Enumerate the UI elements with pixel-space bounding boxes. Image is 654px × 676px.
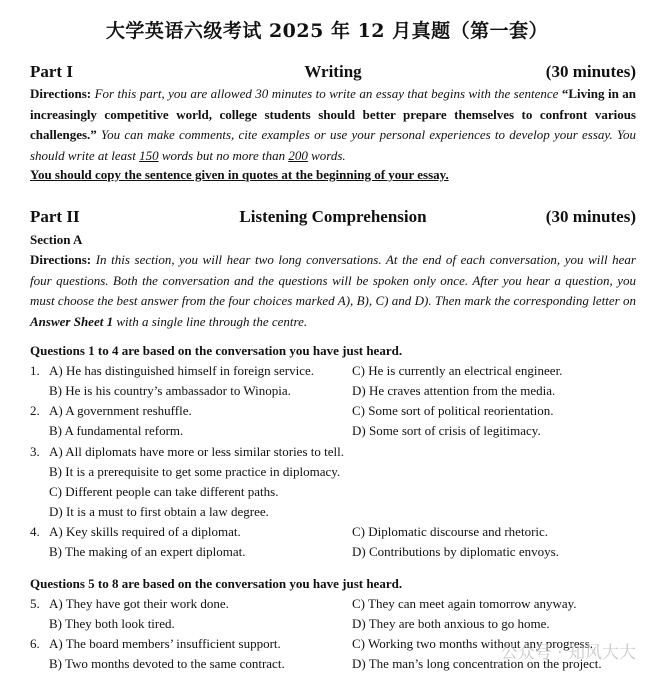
option-d: D) He craves attention from the media. — [352, 383, 556, 398]
min-words: 150 — [139, 147, 159, 163]
option-c: C) They can meet again tomorrow anyway. — [352, 596, 577, 611]
question-number: 3. — [30, 444, 40, 459]
part-time: (30 minutes) — [545, 62, 636, 81]
question-number: 1. — [30, 363, 40, 378]
part-label: Part II — [30, 207, 80, 226]
part-name: Listening Comprehension — [239, 207, 427, 226]
section-label: Section A — [30, 232, 83, 247]
question-number: 5. — [30, 596, 40, 611]
page-title: 大学英语六级考试 2025 年 12 月真题（第一套） — [105, 20, 549, 42]
question-row — [30, 542, 636, 562]
option-c: C) Working two months without any progress. — [352, 636, 594, 651]
question-row — [30, 482, 636, 502]
option-d: D) It is a must to first obtain a law degree. — [49, 504, 269, 519]
answer-sheet: Answer Sheet 1 — [30, 313, 114, 329]
question-row — [30, 522, 636, 542]
option-a: A) The board members’ insufficient support. — [49, 636, 281, 651]
watermark: 公众号 · 知风大大 — [500, 643, 636, 663]
question-row — [30, 462, 636, 482]
option-c: C) Diplomatic discourse and rhetoric. — [352, 524, 549, 539]
question-number: 4. — [30, 524, 40, 539]
option-b: B) He is his country’s ambassador to Winopia. — [49, 383, 291, 398]
max-words: 200 — [288, 147, 308, 163]
part1-note: You should copy the sentence given in quotes at the beginning of your essay. — [30, 167, 449, 182]
essay-prompt: “Living in an increasingly competitive world, college students should better prepare themselves to confront various challenges.” — [30, 86, 636, 142]
option-a: A) A government reshuffle. — [49, 403, 192, 418]
directions-text: words. — [307, 147, 346, 163]
option-a: A) All diplomats have more or less similar stories to tell. — [49, 444, 344, 459]
part-time: (30 minutes) — [545, 207, 636, 226]
directions-text: words but no more than — [158, 147, 289, 163]
option-c: C) Different people can take different paths. — [49, 484, 279, 499]
option-a: A) He has distinguished himself in foreign service. — [49, 363, 314, 378]
question-row — [30, 442, 636, 462]
option-b: B) Two months devoted to the same contract. — [49, 656, 285, 671]
question-row — [30, 401, 636, 421]
directions-label: Directions: — [30, 86, 92, 101]
directions-text: You can make comments, cite examples or use your personal experiences to develop your essay. You should write at least — [30, 127, 636, 163]
question-number: 2. — [30, 403, 40, 418]
option-c: C) He is currently an electrical engineer. — [352, 363, 563, 378]
part2-directions — [30, 250, 636, 332]
option-b: B) A fundamental reform. — [49, 423, 184, 438]
directions-text: For this part, you are allowed 30 minutes to write an essay that begins with the sentence — [91, 86, 562, 101]
option-d: D) They are both anxious to go home. — [352, 616, 550, 631]
option-d: D) The man’s long concentration on the project. — [352, 656, 602, 671]
question-number: 6. — [30, 636, 40, 651]
question-row — [30, 361, 636, 381]
question-row — [30, 502, 636, 522]
option-b: B) They both look tired. — [49, 616, 175, 631]
part1-directions — [30, 84, 636, 166]
part-label: Part I — [30, 62, 73, 81]
question-row — [30, 594, 636, 614]
directions-text: with a single line through the centre. — [113, 313, 308, 329]
part-name: Writing — [304, 62, 362, 81]
option-a: A) They have got their work done. — [49, 596, 229, 611]
option-b: B) It is a prerequisite to get some practice in diplomacy. — [49, 464, 341, 479]
directions-text: In this section, you will hear two long conversations. At the end of each conversation, you will hear four questions. Both the conversation and the questions will be spoken only once. After you hear a question, you must choose the best answer from the four choices marked A), B), C) and D). Then mark the corresponding letter on — [30, 252, 636, 308]
option-c: C) Some sort of political reorientation. — [352, 403, 554, 418]
question-row — [30, 614, 636, 634]
option-a: A) Key skills required of a diplomat. — [49, 524, 241, 539]
question-row — [30, 381, 636, 401]
option-d: D) Contributions by diplomatic envoys. — [352, 544, 559, 559]
question-group-heading: Questions 1 to 4 are based on the conversation you have just heard. — [30, 343, 403, 358]
option-d: D) Some sort of crisis of legitimacy. — [352, 423, 541, 438]
directions-label: Directions: — [30, 252, 92, 267]
question-row — [30, 421, 636, 441]
option-b: B) The making of an expert diplomat. — [49, 544, 246, 559]
question-group-heading: Questions 5 to 8 are based on the conversation you have just heard. — [30, 576, 403, 591]
